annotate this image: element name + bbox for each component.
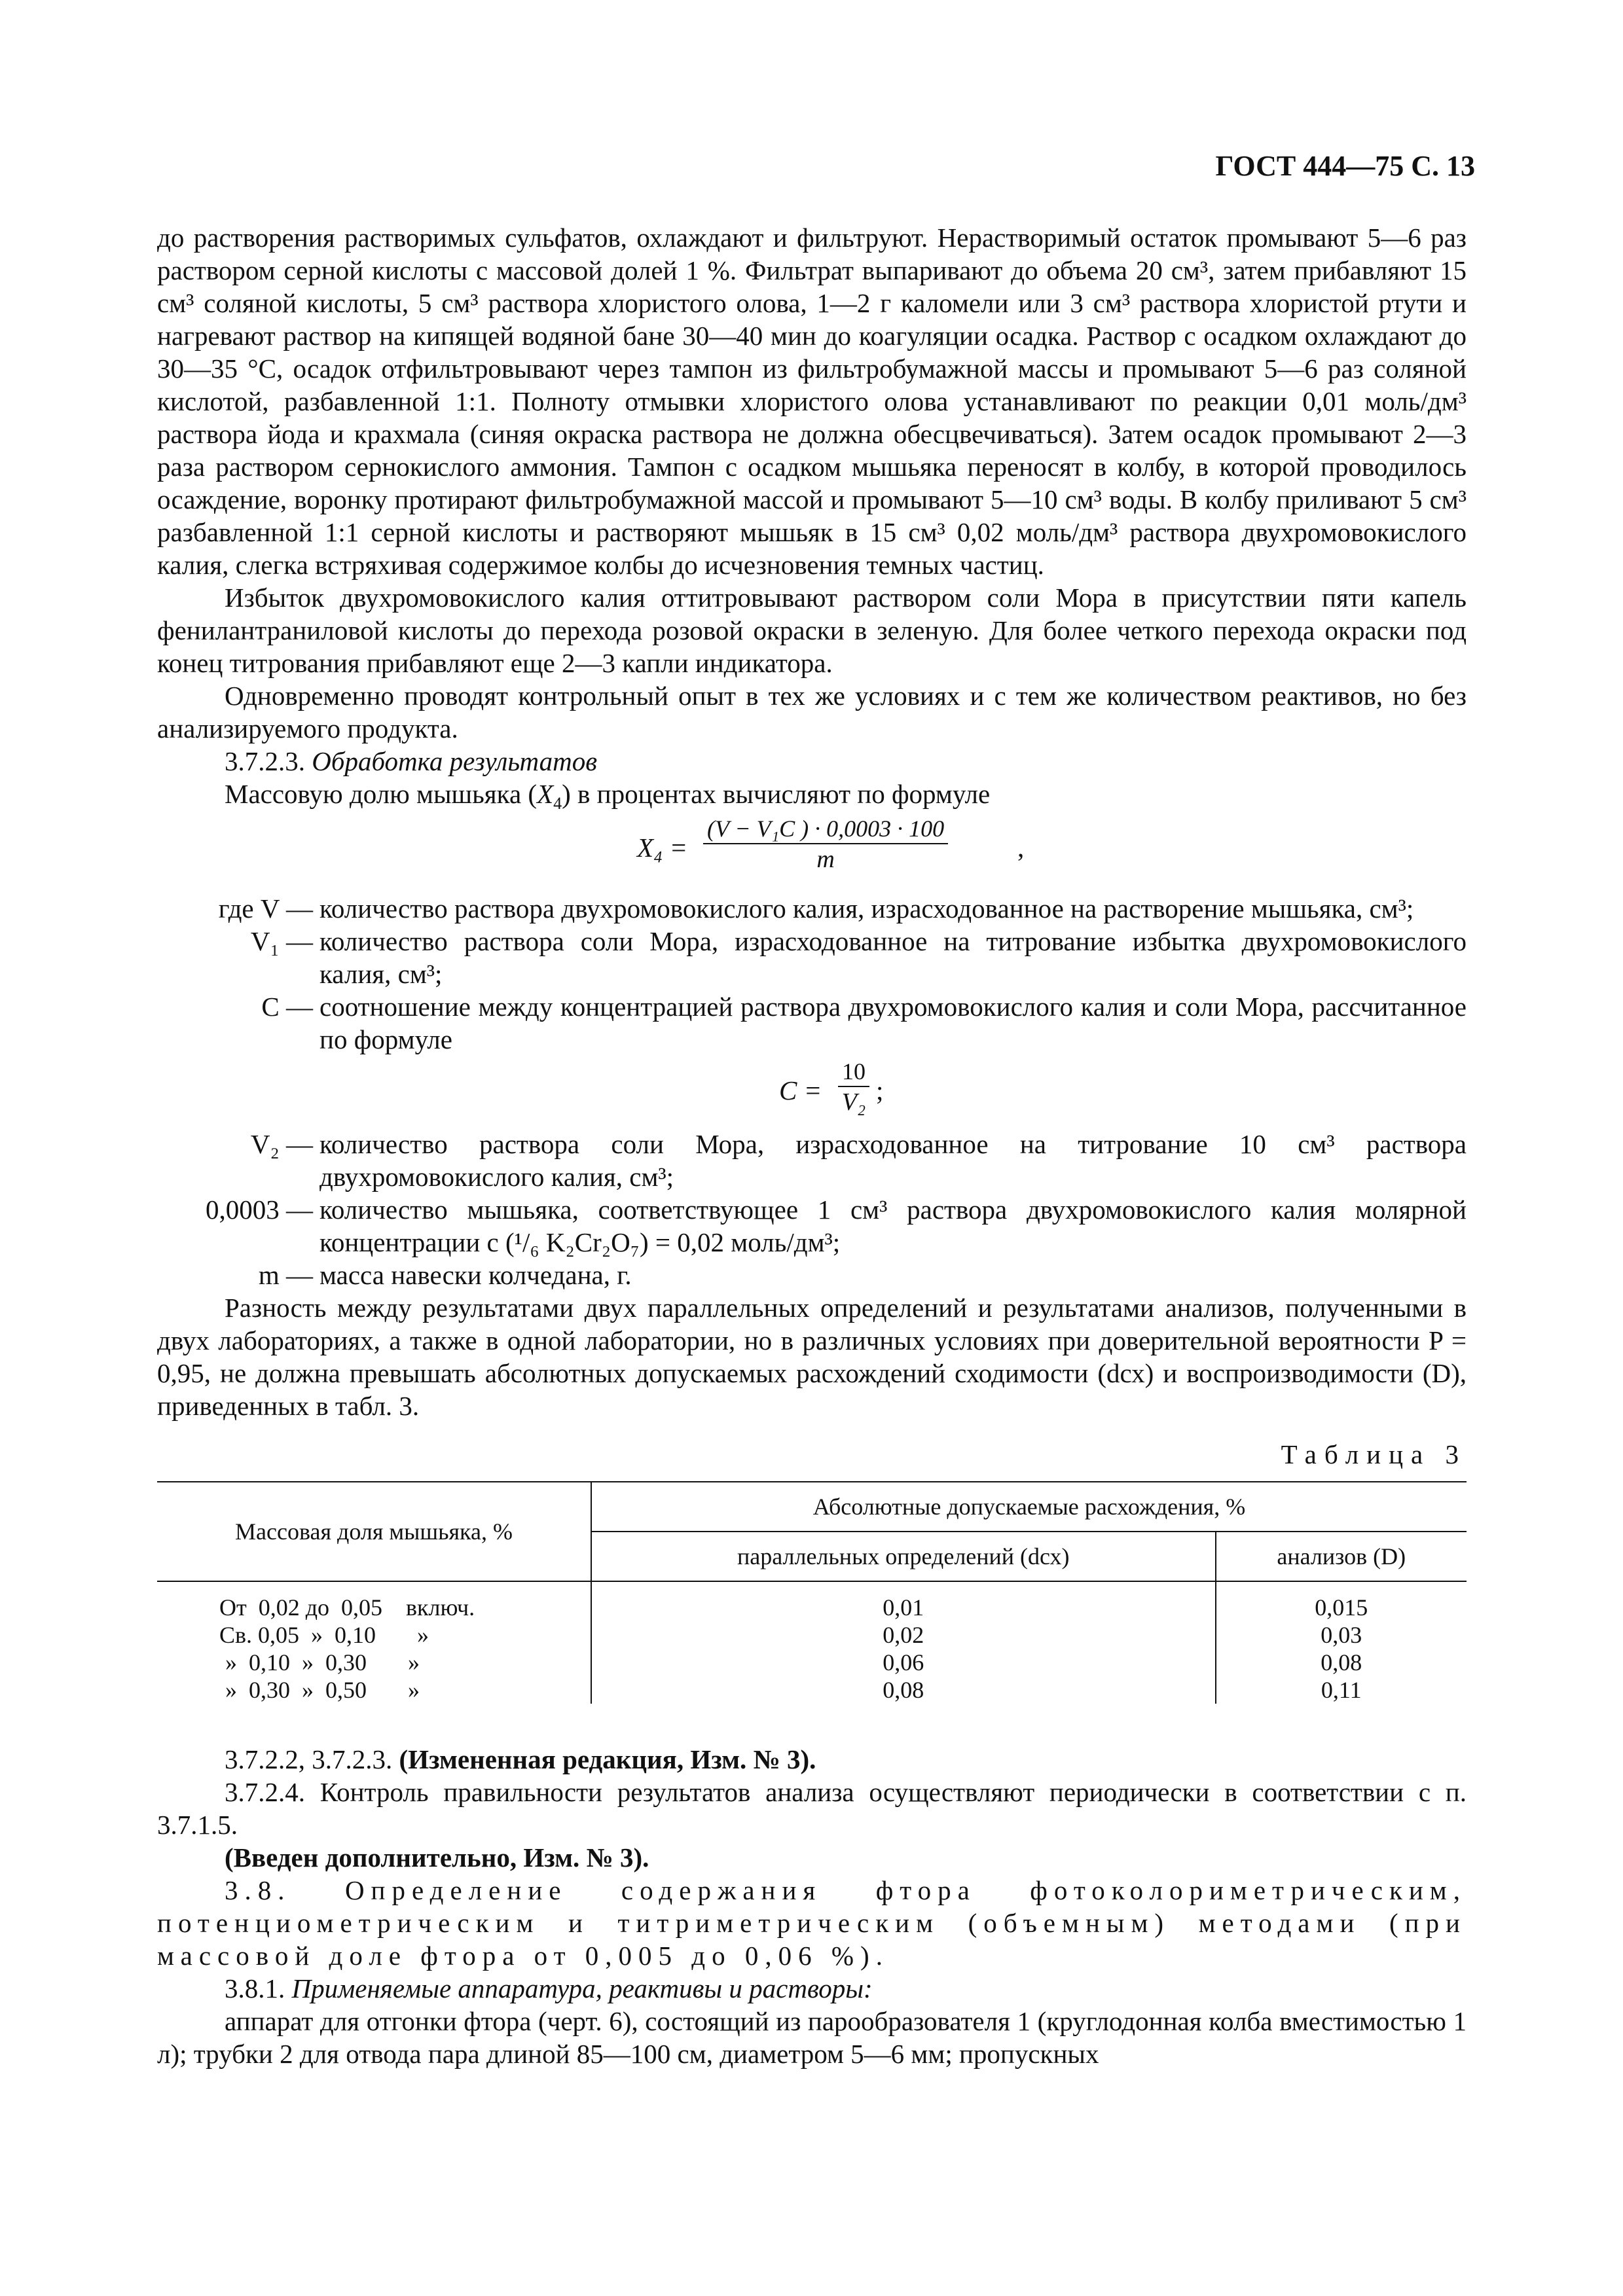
variable-label: 0,0003 — [206, 1194, 313, 1225]
variable-row [33, 892, 1467, 925]
formula-tail: , [1017, 833, 1025, 863]
bold-text: (Измененная редакция, Изм. № 3). [399, 1744, 816, 1774]
table-header-analyses: анализов (D) [1216, 1532, 1467, 1581]
table-cell: 0,08 [591, 1676, 1216, 1704]
formula-denominator: V₂ [841, 1088, 866, 1116]
formula-tail: ; [876, 1075, 884, 1105]
subscript: 4 [553, 794, 562, 814]
table-row [157, 1676, 1467, 1704]
formula-numerator: (V − V₁C ) · 0,0003 · 100 [703, 814, 948, 844]
variable-row [33, 1193, 1467, 1259]
variable-label: m — [258, 1260, 313, 1290]
section-title: Обработка результатов [312, 746, 598, 776]
body-text [157, 221, 1467, 2070]
variable-label: С — [261, 992, 313, 1022]
table-header-mass: Массовая доля мышьяка, % [157, 1482, 591, 1581]
variable-row [33, 925, 1467, 990]
variable-row [33, 1259, 1467, 1291]
table-cell: » 0,30 » 0,50 » [219, 1677, 420, 1703]
table-row [157, 1621, 1467, 1649]
section-number: 3.7.2.3. [225, 746, 305, 776]
variable-list [33, 892, 1467, 1056]
table-header-group: Абсолютные допускаемые расхождения, % [591, 1482, 1467, 1532]
section-number: 3.8.1. [225, 1973, 285, 2003]
paragraph: Избыток двухромовокислого калия оттитровывают раствором соли Мора в присутствии пяти капель фенилантраниловой кислоты до перехода розовой окраски в зеленую. Для более четкого перехода окраски под конец титрования прибавляют еще 2—3 капли индикатора. [157, 583, 1467, 678]
paragraph: аппарат для отгонки фтора (черт. 6), состоящий из парообразователя 1 (круглодонная колба вместимостью 1 л); трубки 2 для отвода пара длиной 85—100 см, диаметром 5—6 мм; пропускных [157, 2006, 1467, 2069]
formula-fraction [703, 814, 948, 874]
table-cell: 0,015 [1216, 1581, 1467, 1621]
variable-label: V₂ — [250, 1129, 313, 1159]
paragraph: 3.8. Определение содержания фтора фотоколориметрическим, потенциометрическим и титриметрическим (объемным) методами (при массовой доле фтора от 0,005 до 0,06 %). [157, 1875, 1467, 1971]
formula-denominator: m [816, 846, 835, 873]
variable-description: масса навески колчедана, г. [319, 1260, 632, 1290]
variable: X [537, 779, 554, 809]
formula-fraction [838, 1057, 869, 1117]
variable-description: количество раствора соли Мора, израсходованное на титрование избытка двухромовокислого калия, см³; [319, 926, 1467, 989]
paragraph: Разность между результатами двух параллельных определений и результатами анализов, полученными в двух лабораториях, а также в одной лаборатории, но в различных условиях при доверительной вероятности P = 0,95, не должна превышать абсолютных допускаемых расхождений сходимости (dсх) и воспроизводимости (D), приведенных в табл. 3. [157, 1293, 1467, 1421]
table-3 [157, 1481, 1467, 1704]
paragraph: до растворения растворимых сульфатов, охлаждают и фильтруют. Нерастворимый остаток промывают 5—6 раз раствором серной кислоты с массовой долей 1 %. Фильтрат выпаривают до объема 20 см³, затем прибавляют 15 см³ соляной кислоты, 5 см³ раствора хлористого олова, 1—2 г каломели или 3 см³ раствора хлористой ртути и нагревают раствор на кипящей водяной бане 30—40 мин до коагуляции осадка. Раствор с осадком охлаждают до 30—35 °С, осадок отфильтровывают через тампон из фильтробумажной массы и промывают 5—6 раз соляной кислотой, разбавленной 1:1. Полноту отмывки хлористого олова устанавливают по реакции 0,01 моль/дм³ раствора йода и крахмала (синяя окраска раствора не должна обесцвечиваться). Затем осадок промывают 2—3 раза раствором сернокислого аммония. Тампон с осадком мышьяка переносят в колбу, в которой проводилось осаждение, воронку протирают фильтробумажной массой и промывают 5—10 см³ воды. В колбу приливают 5 см³ разбавленной 1:1 серной кислоты и растворяют мышьяк в 15 см³ 0,02 моль/дм³ раствора двухромовокислого калия, слегка встряхивая содержимое колбы до исчезновения темных частиц. [157, 223, 1467, 580]
table-cell: 0,11 [1216, 1676, 1467, 1704]
section-heading [157, 745, 1467, 778]
variable-description: количество раствора двухромовокислого калия, израсходованное на растворение мышьяка, см³; [319, 893, 1414, 924]
table-caption: Таблица 3 [1281, 1439, 1467, 1469]
paragraph: Одновременно проводят контрольный опыт в тех же условиях и с тем же количеством реактивов, но без анализируемого продукта. [157, 681, 1467, 744]
paragraph: 3.7.2.4. Контроль правильности результатов анализа осуществляют периодически в соответствии с п. 3.7.1.5. [157, 1777, 1467, 1840]
text: Массовую долю мышьяка ( [225, 779, 538, 809]
text: ) в процентах вычисляют по формуле [562, 779, 991, 809]
variable-description: количество раствора соли Мора, израсходованное на титрование 10 см³ раствора двухромовокислого калия, см³; [319, 1129, 1467, 1192]
table-cell: 0,01 [591, 1581, 1216, 1621]
formula-lhs: X₄ = [637, 833, 688, 863]
page-header: ГОСТ 444—75 С. 13 [1215, 150, 1475, 182]
table-cell: 0,06 [591, 1649, 1216, 1676]
formula-x4 [157, 810, 1467, 892]
variable-description: соотношение между концентрацией раствора двухромовокислого калия и соли Мора, рассчитанное по формуле [319, 992, 1467, 1054]
paragraph: (Введен дополнительно, Изм. № 3). [225, 1842, 649, 1873]
table-cell: Св. 0,05 » 0,10 » [219, 1622, 429, 1648]
table-row [157, 1649, 1467, 1676]
table-cell: 0,08 [1216, 1649, 1467, 1676]
table-cell: 0,02 [591, 1621, 1216, 1649]
paragraph [157, 1743, 1467, 1776]
table-row [157, 1581, 1467, 1621]
table-header-parallel: параллельных определений (dсх) [591, 1532, 1216, 1581]
formula-lhs: C = [779, 1075, 822, 1105]
variable-row [33, 1128, 1467, 1193]
variable-description: количество мышьяка, соответствующее 1 см³ раствора двухромовокислого калия молярной концентрации c (¹/₆ K₂Cr₂O₇) = 0,02 моль/дм³; [319, 1194, 1467, 1257]
table-cell: » 0,10 » 0,30 » [219, 1649, 420, 1676]
variable-label: V₁ — [250, 926, 313, 956]
variable-row [33, 990, 1467, 1056]
paragraph [157, 778, 1467, 814]
variable-list [33, 1128, 1467, 1291]
formula-c [157, 1056, 1467, 1128]
text: 3.7.2.2, 3.7.2.3. [225, 1744, 399, 1774]
section-heading [157, 1972, 1467, 2005]
table-cell: От 0,02 до 0,05 включ. [219, 1594, 475, 1621]
table-cell: 0,03 [1216, 1621, 1467, 1649]
variable-label: где V — [218, 893, 313, 924]
section-title: Применяемые аппаратура, реактивы и растворы: [291, 1973, 873, 2003]
formula-numerator: 10 [838, 1057, 869, 1087]
